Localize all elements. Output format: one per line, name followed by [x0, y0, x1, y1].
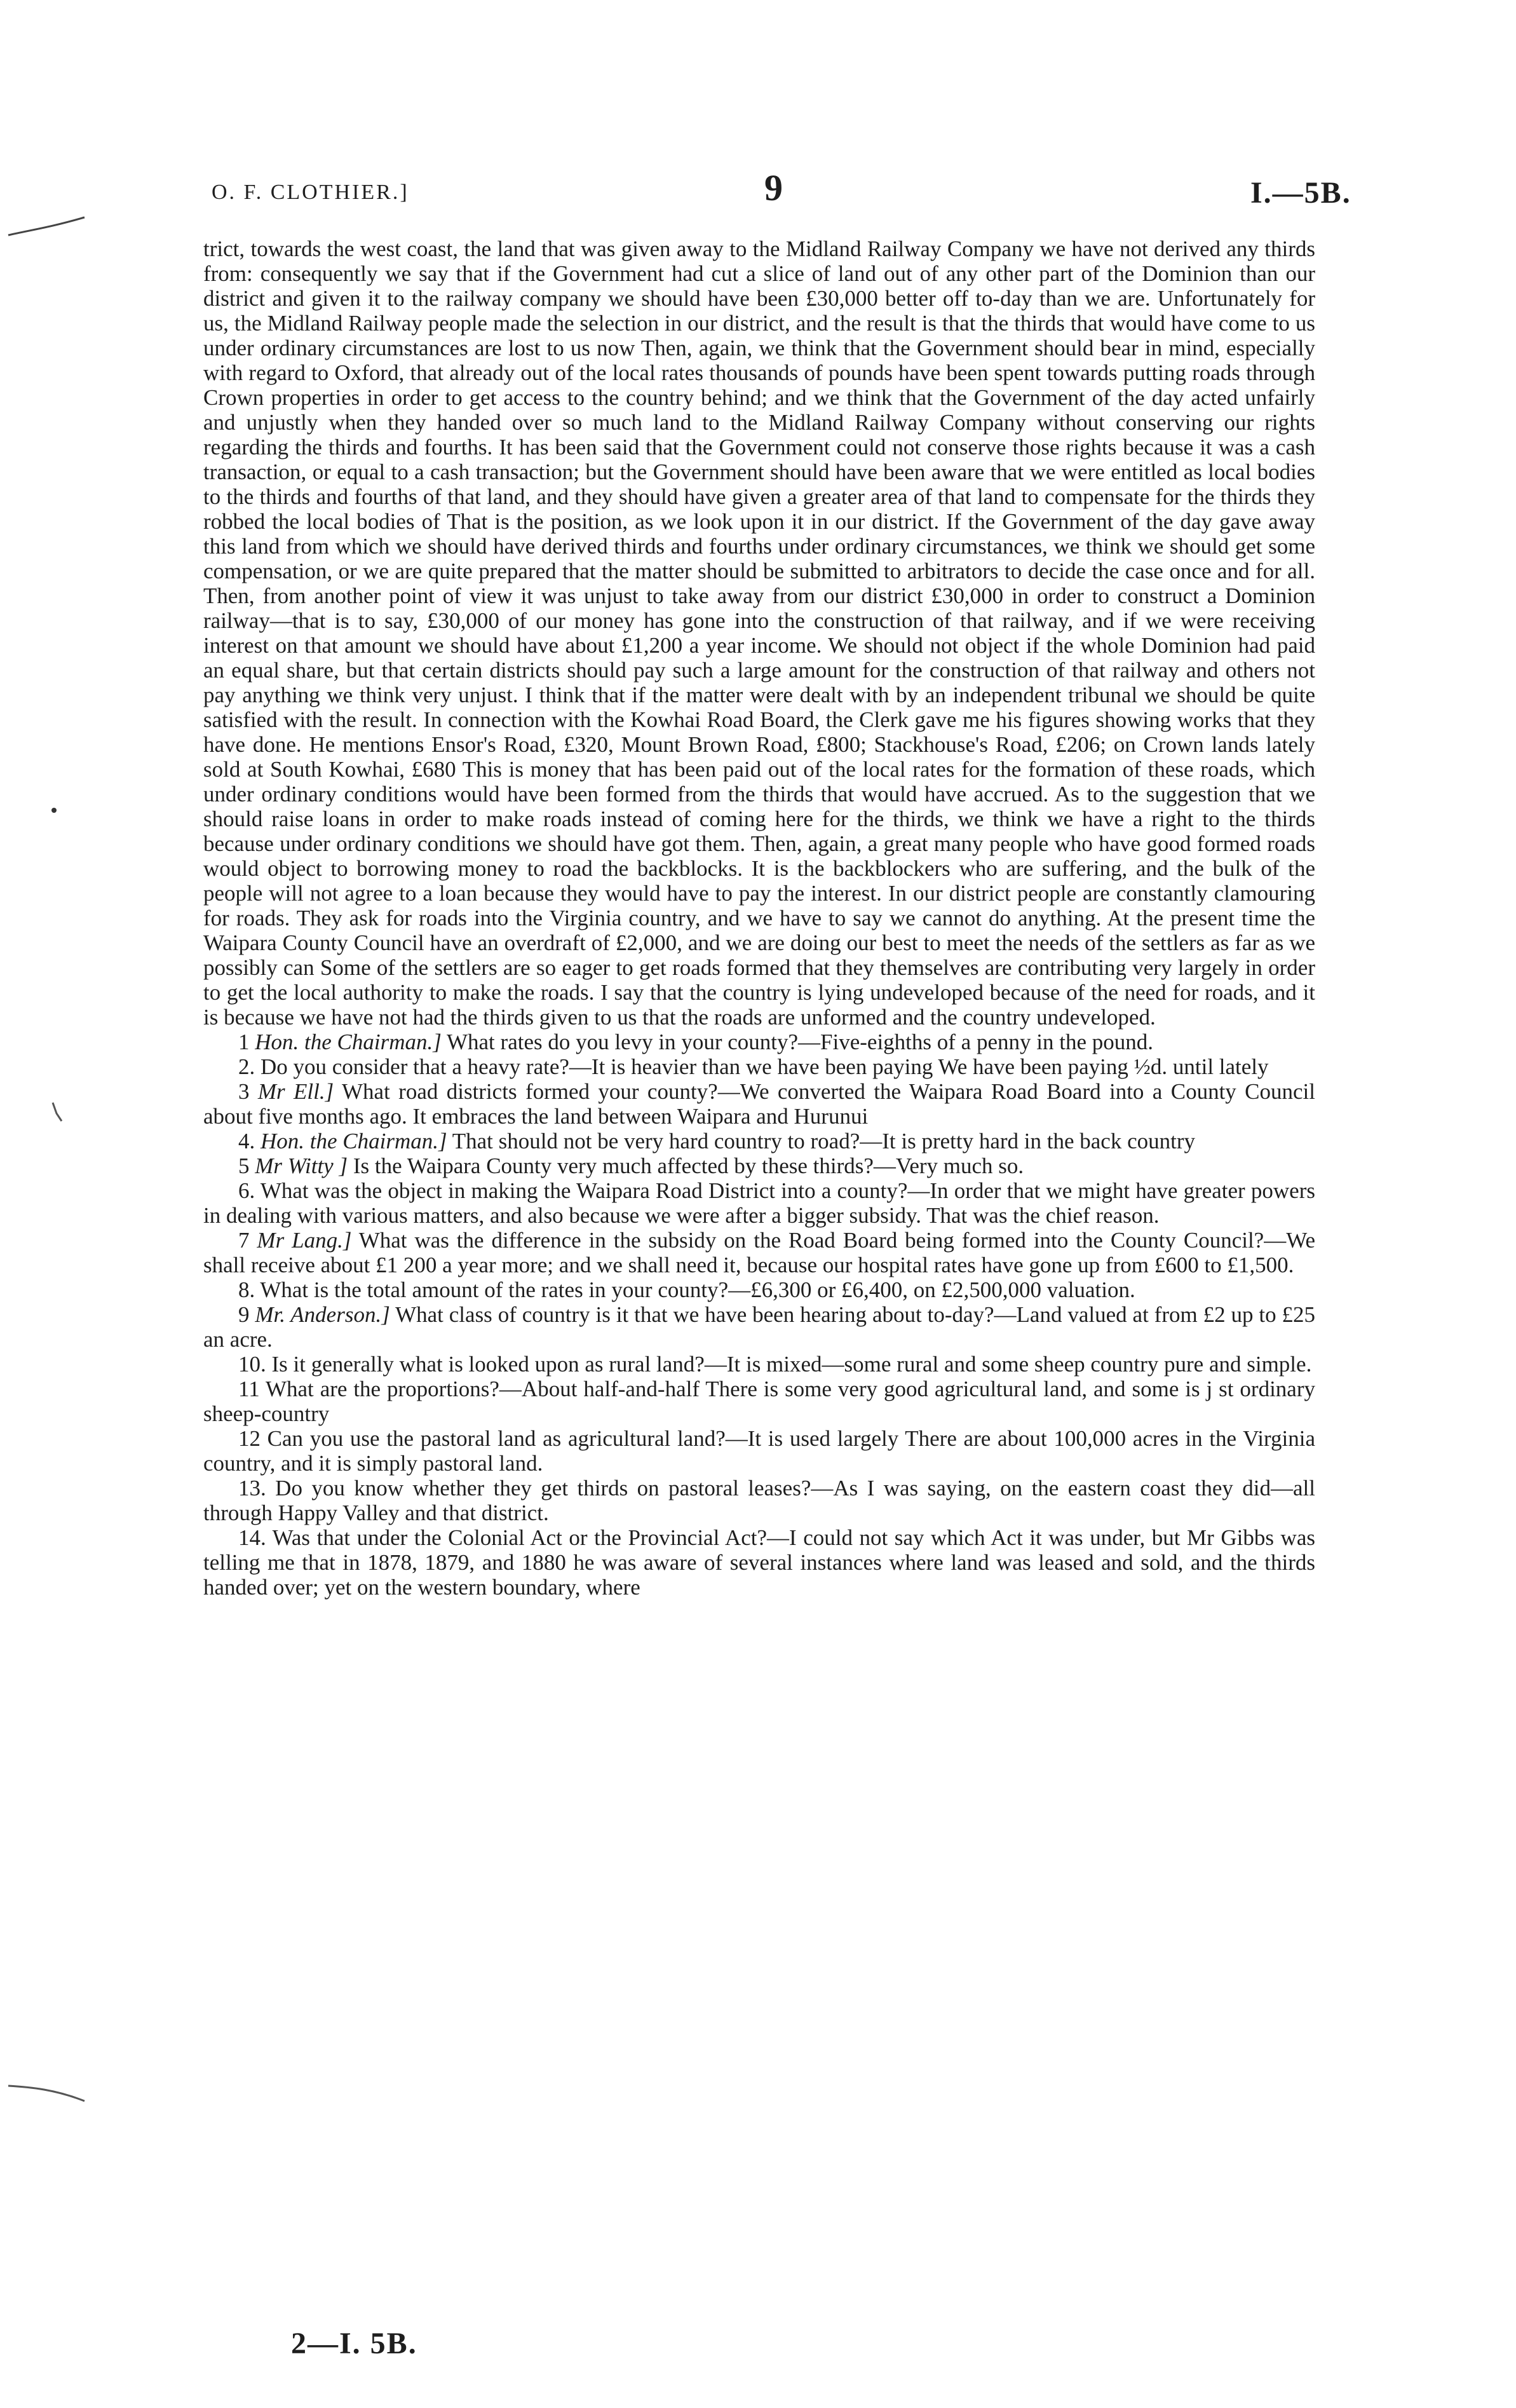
intro-paragraph: trict, towards the west coast, the land that was given away to the Midland Railway Company we have not derived any thirds from: consequently we say that if the Government had cut a slice of land out of any other part of the Dominion than our district and given it to the railway company we should have been £30,000 better off to-day than we are. Unfortunately for us, the Midland Railway people made the selection in our district, and the result is that the thirds that would have come to us under ordinary circumstances are lost to us now Then, again, we think that the Government should bear in mind, especially with regard to Oxford, that already out of the local rates thousands of pounds have been spent towards putting roads through Crown properties in order to get access to the country behind; and we think that the Government of the day acted unfairly and unjustly when they handed over so much land to the Midland Railway Company without conserving our rights regarding the thirds and fourths. It has been said that the Government could not conserve those rights because it was a cash transaction, or equal to a cash transaction; but the Government should have been aware that we were entitled as local bodies to the thirds and fourths of that land, and they should have given a greater area of that land to compensate for the thirds they robbed the local bodies of That is the position, as we look upon it in our district. If the Government of the day gave away this land from which we should have derived thirds and fourths under ordinary circumstances, we think we should get some compensation, or we are quite prepared that the matter should be submitted to arbitrators to decide the case once and for all. Then, from another point of view it was unjust to take away from our district £30,000 in order to construct a Dominion railway—that is to say, £30,000 of our money has gone into the construction of that railway, and if we were receiving interest on that amount we should have about £1,200 a year income. We should not object if the whole Dominion had paid an equal share, but that certain districts should pay such a large amount for the construction of that railway and others not pay anything we think very unjust. I think that if the matter were dealt with by an independent tribunal we should be quite satisfied with the result. In connection with the Kowhai Road Board, the Clerk gave me his figures showing works that they have done. He mentions Ensor's Road, £320, Mount Brown Road, £800; Stackhouse's Road, £206; on Crown lands lately sold at South Kowhai, £680 This is money that has been paid out of the local rates for the formation of these roads, which under ordinary conditions would have been formed from the thirds that would have accrued. As to the suggestion that we should raise loans in order to make roads instead of coming here for the thirds, we think we have a right to the thirds because under ordinary conditions we should have got them. Then, again, a great many people who have good formed roads would object to borrowing money to road the backblocks. It is the backblockers who are suffering, and the bulk of the people will not agree to a loan because they would have to pay the interest. In our district people are constantly clamouring for roads. They ask for roads into the Virginia country, and we have to say we cannot do anything. At the present time the Waipara County Council have an overdraft of £2,000, and we are doing our best to meet the needs of the settlers as far as we possibly can Some of the settlers are so eager to get roads formed that they themselves are contributing very largely in order to get the local authority to make the roads. I say that the country is lying undeveloped because of the need for roads, and it is because we have not had the thirds given to us that the roads are unformed and the country undeveloped.	[203, 236, 1315, 1030]
qa-paragraph	[203, 1153, 1315, 1178]
qa-text: Is it generally what is looked upon as rural land?—It is mixed—some rural and some sheep country pure and simple.	[266, 1352, 1312, 1377]
qa-text: What is the total amount of the rates in your county?—£6,300 or £6,400, on £2,500,000 valuation.	[255, 1277, 1135, 1302]
qa-text: What road districts formed your county?—We converted the Waipara Road Board into a County Council about five months ago. It embraces the land between Waipara and Hurunui	[203, 1079, 1315, 1129]
qa-paragraph	[203, 1302, 1315, 1352]
qa-speaker: Mr. Anderson.]	[255, 1302, 390, 1327]
qa-text: Is the Waipara County very much affected by these thirds?—Very much so.	[348, 1153, 1024, 1178]
margin-dot	[50, 806, 58, 815]
qa-text: What are the proportions?—About half-and-half There is some very good agricultural land, and some is j st ordinary sheep-country	[203, 1377, 1315, 1426]
margin-pen-mark-top	[5, 210, 88, 241]
qa-paragraph	[203, 1476, 1315, 1525]
qa-number: 1	[238, 1030, 250, 1054]
qa-text: Do you consider that a heavy rate?—It is heavier than we have been paying We have been paying ½d. until lately	[255, 1054, 1269, 1079]
qa-paragraph	[203, 1054, 1315, 1079]
qa-number: 14.	[238, 1525, 266, 1550]
qa-paragraph	[203, 1228, 1315, 1277]
qa-number: 13.	[238, 1476, 266, 1500]
qa-speaker: Mr Lang.]	[257, 1228, 352, 1253]
qa-number: 4.	[238, 1129, 255, 1153]
qa-text: Do you know whether they get thirds on pastoral leases?—As I was saying, on the eastern coast they did—all through Happy Valley and that district.	[203, 1476, 1315, 1525]
qa-speaker: Hon. the Chairman.]	[261, 1129, 447, 1153]
qa-number: 9	[238, 1302, 250, 1327]
qa-speaker: Mr Witty ]	[255, 1153, 348, 1178]
margin-pen-mark-middle	[48, 1099, 67, 1125]
qa-text: Was that under the Colonial Act or the Provincial Act?—I could not say which Act it was under, but Mr Gibbs was telling me that in 1878, 1879, and 1880 he was aware of several instances where land was leased and sold, and the thirds handed over; yet on the western boundary, where	[203, 1525, 1315, 1600]
qa-speaker: Hon. the Chairman.]	[255, 1030, 442, 1054]
qa-paragraph	[203, 1277, 1315, 1302]
margin-pen-mark-bottom	[5, 2078, 88, 2110]
qa-text: What was the difference in the subsidy on the Road Board being formed into the County Council?—We shall receive about £1 200 a year more; and we shall need it, because our hospital rates have gone up from £600 to £1,500.	[203, 1228, 1315, 1277]
qa-paragraph	[203, 1426, 1315, 1476]
body-text	[203, 236, 1315, 1600]
qa-number: 12	[238, 1426, 261, 1451]
qa-paragraph	[203, 1030, 1315, 1054]
qa-number: 11	[238, 1377, 260, 1401]
qa-number: 3	[238, 1079, 250, 1104]
qa-paragraph	[203, 1352, 1315, 1377]
qa-paragraph	[203, 1525, 1315, 1600]
qa-paragraph	[203, 1129, 1315, 1153]
header-witness-name: O. F. CLOTHIER.]	[212, 180, 409, 204]
qa-paragraph	[203, 1079, 1315, 1129]
qa-text: What class of country is it that we have been hearing about to-day?—Land valued at from £2 up to £25 an acre.	[203, 1302, 1315, 1352]
footer-signature: 2—I. 5B.	[291, 2327, 417, 2360]
qa-text: That should not be very hard country to road?—It is pretty hard in the back country	[447, 1129, 1195, 1153]
qa-speaker: Mr Ell.]	[257, 1079, 334, 1104]
qa-number: 2.	[238, 1054, 255, 1079]
qa-text: Can you use the pastoral land as agricultural land?—It is used largely There are about 100,000 acres in the Virginia country, and it is simply pastoral land.	[203, 1426, 1315, 1476]
qa-number: 8.	[238, 1277, 255, 1302]
qa-number: 5	[238, 1153, 250, 1178]
qa-paragraph	[203, 1178, 1315, 1228]
header-document-code: I.—5B.	[1250, 176, 1351, 210]
qa-text: What was the object in making the Waipara Road District into a county?—In order that we might have greater powers in dealing with various matters, and also because we were after a bigger subsidy. That was the chief reason.	[203, 1178, 1315, 1228]
page-number: 9	[764, 167, 783, 208]
qa-number: 7	[238, 1228, 250, 1253]
qa-number: 10.	[238, 1352, 266, 1377]
qa-number: 6.	[238, 1178, 255, 1203]
qa-text: What rates do you levy in your county?—Five-eighths of a penny in the pound.	[441, 1030, 1153, 1054]
qa-paragraph	[203, 1377, 1315, 1426]
